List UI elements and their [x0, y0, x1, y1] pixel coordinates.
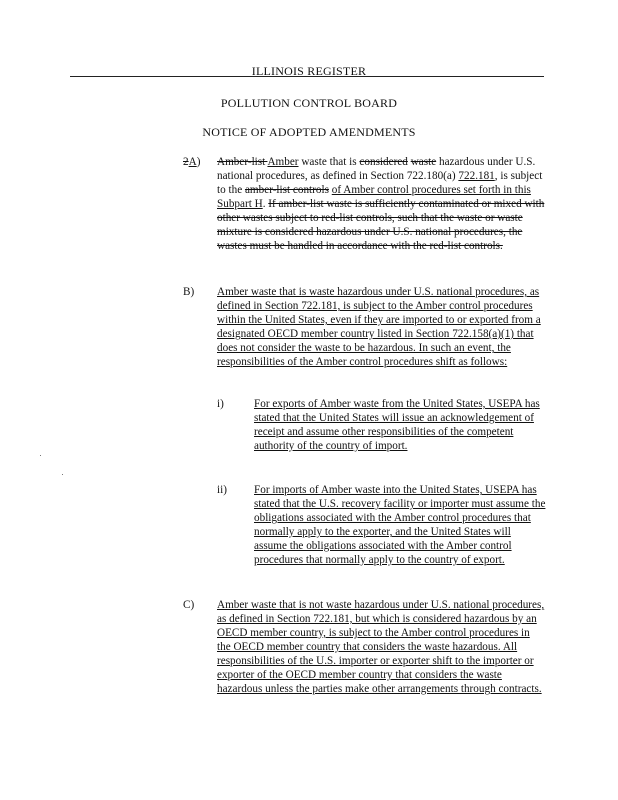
- text-run: hazardous under U.S. national procedures: [217, 156, 536, 182]
- text-run: For imports of Amber waste into the United States, USEPA has stated that the U.S. recovery facility or importer must assume the obligations associated with the Amber control procedures that normally apply to the exporter, and the United States will assume the obligations associated with the Amber control procedures that normally apply to the country of export.: [254, 484, 546, 566]
- text-run: considered: [359, 156, 408, 168]
- section-b-text: [217, 285, 546, 369]
- text-run: If amber-list waste is sufficiently contaminated or mixed with other wastes subject to red-list controls, such that the waste or waste mixture is considered hazardous under U.S. national procedures, the wastes must be handled in accordance with the red-list controls.: [217, 198, 545, 252]
- register-title: ILLINOIS REGISTER: [251, 64, 367, 78]
- text-run: , is subject to the: [217, 170, 543, 196]
- text-run: , as defined in Section 722.180(a): [304, 170, 459, 182]
- item-ii-label: ii): [217, 484, 227, 496]
- text-run: waste: [410, 156, 437, 168]
- item-i-text: [254, 397, 546, 453]
- section-c-text: [217, 598, 546, 696]
- item-ii-text: [254, 483, 546, 567]
- notice-title: NOTICE OF ADOPTED AMENDMENTS: [202, 125, 416, 139]
- section-b-label: B): [183, 286, 195, 298]
- label-underlined-part: A: [188, 156, 197, 168]
- text-run: amber-list controls: [244, 184, 329, 196]
- label-struck-part: 2: [183, 156, 189, 168]
- text-run: 722.181: [458, 170, 495, 182]
- scan-speck: [62, 474, 63, 475]
- label-tail: ): [196, 156, 201, 168]
- item-i-label: i): [217, 398, 224, 410]
- text-run: Amber waste that is waste hazardous under U.S. national procedures, as defined in Section 722.181, is subject to the Amber control procedures within the United States, even if they are imported to or exported from a designated OECD member country listed in Section 722.158(a)(1) that does not consider the waste to be hazardous. In such an event, the responsibilities of the Amber control procedures shift as follows:: [217, 286, 541, 368]
- text-run: waste that is: [298, 156, 360, 168]
- text-run: Amber-list: [217, 156, 268, 168]
- text-run: For exports of Amber waste from the United States, USEPA has stated that the United States will issue an acknowledgement of receipt and assume other responsibilities of the competent authority of the country of import.: [254, 398, 540, 452]
- text-run: Amber waste that is not waste hazardous under U.S. national procedures, as defined in Section 722.181, but which is considered hazardous by an OECD member country, is subject to the Amber control procedures in the OECD member country that considers the waste hazardous. All responsibilities of the U.S. importer or exporter shift to the importer or exporter of the OECD member country that considers the waste hazardous unless the parties make other arrangements through contracts.: [217, 599, 545, 695]
- board-title: POLLUTION CONTROL BOARD: [220, 96, 398, 110]
- text-run: Amber: [267, 156, 299, 168]
- section-a-text: [217, 155, 546, 253]
- text-run: of Amber control procedures set forth in this Subpart H: [217, 184, 531, 210]
- section-a-label: [183, 155, 200, 169]
- scan-speck: [40, 455, 41, 456]
- text-run: .: [262, 198, 269, 210]
- section-c-label: C): [183, 599, 195, 611]
